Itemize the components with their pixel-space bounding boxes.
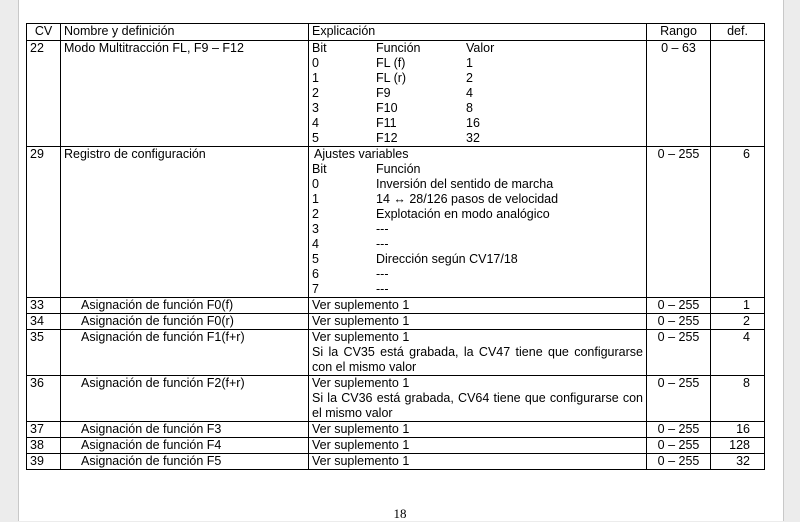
bit-function: F11 bbox=[376, 116, 397, 130]
cv-default: 1 bbox=[711, 298, 765, 314]
cv-number: 35 bbox=[27, 330, 61, 376]
cv-number: 22 bbox=[27, 41, 61, 147]
cv-range: 0 – 255 bbox=[647, 330, 711, 376]
cv-default: 32 bbox=[711, 454, 765, 470]
bit-number: 4 bbox=[312, 237, 319, 251]
cv-range: 0 – 255 bbox=[647, 376, 711, 422]
bit-list bbox=[312, 56, 643, 146]
cv-name: Asignación de función F1(f+r) bbox=[61, 330, 309, 376]
bit-number: 0 bbox=[312, 177, 319, 191]
cv-range: 0 – 255 bbox=[647, 298, 711, 314]
cv-range: 0 – 255 bbox=[647, 147, 711, 298]
cv-name: Asignación de función F3 bbox=[61, 422, 309, 438]
bit-row bbox=[312, 56, 643, 71]
bit-table bbox=[312, 41, 643, 56]
cv-name: Asignación de función F0(f) bbox=[61, 298, 309, 314]
cv-explanation bbox=[309, 422, 647, 438]
cv-default bbox=[711, 41, 765, 147]
bit-number: 7 bbox=[312, 282, 319, 296]
bit-function: Explotación en modo analógico bbox=[376, 207, 550, 221]
cv-explanation bbox=[309, 438, 647, 454]
bit-row bbox=[312, 177, 643, 192]
page-number: 18 bbox=[393, 506, 407, 521]
bit-header: Bit bbox=[312, 41, 327, 55]
bit-row bbox=[312, 101, 643, 116]
cv-name: Asignación de función F5 bbox=[61, 454, 309, 470]
cv-number: 29 bbox=[27, 147, 61, 298]
cv-explanation bbox=[309, 41, 647, 147]
explanation-note: Si la CV35 está grabada, la CV47 tiene que configurarse con el mismo valor bbox=[312, 345, 643, 374]
bit-number: 5 bbox=[312, 252, 319, 266]
cv-default: 4 bbox=[711, 330, 765, 376]
header-explanation: Explicación bbox=[309, 24, 647, 41]
cv-default: 128 bbox=[711, 438, 765, 454]
bit-number: 4 bbox=[312, 116, 319, 130]
header-cv: CV bbox=[27, 24, 61, 41]
explanation-text: Ver suplemento 1 bbox=[312, 314, 410, 328]
function-header: Función bbox=[376, 41, 421, 55]
cv-name: Asignación de función F4 bbox=[61, 438, 309, 454]
bit-function: --- bbox=[376, 267, 389, 281]
bit-function: Inversión del sentido de marcha bbox=[376, 177, 554, 191]
bit-number: 0 bbox=[312, 56, 319, 70]
settings-title: Ajustes variables bbox=[314, 147, 409, 161]
explanation-text: Ver suplemento 1 bbox=[312, 438, 410, 452]
bit-row bbox=[312, 282, 643, 297]
header-default: def. bbox=[711, 24, 765, 41]
table-row-cv37 bbox=[27, 422, 765, 438]
cv-explanation bbox=[309, 376, 647, 422]
cv-default: 6 bbox=[711, 147, 765, 298]
bit-number: 5 bbox=[312, 131, 319, 145]
explanation-text: Ver suplemento 1 bbox=[312, 298, 410, 312]
table-row-cv38 bbox=[27, 438, 765, 454]
cv-range: 0 – 255 bbox=[647, 438, 711, 454]
bit-number: 1 bbox=[312, 192, 319, 206]
bit-function: F10 bbox=[376, 101, 398, 115]
bit-function: --- bbox=[376, 237, 389, 251]
bit-row bbox=[312, 192, 643, 207]
cv-name: Asignación de función F2(f+r) bbox=[61, 376, 309, 422]
bit-function: Dirección según CV17/18 bbox=[376, 252, 518, 266]
bit-function: --- bbox=[376, 222, 389, 236]
table-row-cv36 bbox=[27, 376, 765, 422]
bit-row bbox=[312, 116, 643, 131]
table-row-cv34 bbox=[27, 314, 765, 330]
bit-number: 2 bbox=[312, 86, 319, 100]
bit-value: 1 bbox=[466, 56, 473, 70]
bit-number: 2 bbox=[312, 207, 319, 221]
bit-value: 8 bbox=[466, 101, 473, 115]
bit-value: 32 bbox=[466, 131, 480, 145]
bit-function: 14 ↔ 28/126 pasos de velocidad bbox=[376, 192, 559, 206]
cv-number: 39 bbox=[27, 454, 61, 470]
bit-value: 16 bbox=[466, 116, 480, 130]
bit-row bbox=[312, 267, 643, 282]
cv-number: 37 bbox=[27, 422, 61, 438]
bit-row bbox=[312, 222, 643, 237]
cv-range: 0 – 255 bbox=[647, 314, 711, 330]
cv-range: 0 – 255 bbox=[647, 454, 711, 470]
cv-explanation bbox=[309, 454, 647, 470]
bit-row bbox=[312, 131, 643, 146]
bit-row bbox=[312, 207, 643, 222]
bit-row bbox=[312, 86, 643, 101]
bit-function: F9 bbox=[376, 86, 391, 100]
cv-default: 16 bbox=[711, 422, 765, 438]
cv-name: Registro de configuración bbox=[61, 147, 309, 298]
cv-default: 2 bbox=[711, 314, 765, 330]
cv-explanation bbox=[309, 298, 647, 314]
explanation-note: Si la CV36 está grabada, CV64 tiene que configurarse con el mismo valor bbox=[312, 391, 643, 420]
bit-number: 3 bbox=[312, 101, 319, 115]
explanation-text: Ver suplemento 1 bbox=[312, 330, 410, 344]
table-row-cv29 bbox=[27, 147, 765, 298]
header-name: Nombre y definición bbox=[61, 24, 309, 41]
table-row-cv35 bbox=[27, 330, 765, 376]
function-header: Función bbox=[376, 162, 421, 176]
cv-number: 34 bbox=[27, 314, 61, 330]
cv-default: 8 bbox=[711, 376, 765, 422]
bit-function: F12 bbox=[376, 131, 398, 145]
explanation-text: Ver suplemento 1 bbox=[312, 376, 410, 390]
bit-number: 1 bbox=[312, 71, 319, 85]
bit-function: FL (f) bbox=[376, 56, 406, 70]
cv-number: 33 bbox=[27, 298, 61, 314]
bit-row bbox=[312, 237, 643, 252]
cv-explanation bbox=[309, 147, 647, 298]
bit-table bbox=[312, 162, 643, 177]
explanation-text: Ver suplemento 1 bbox=[312, 454, 410, 468]
cv-explanation bbox=[309, 314, 647, 330]
bit-number: 3 bbox=[312, 222, 319, 236]
cv-number: 36 bbox=[27, 376, 61, 422]
value-header: Valor bbox=[466, 41, 495, 55]
table-header-row bbox=[27, 24, 765, 41]
table-row-cv39 bbox=[27, 454, 765, 470]
bit-row bbox=[312, 252, 643, 267]
cv-number: 38 bbox=[27, 438, 61, 454]
explanation-text: Ver suplemento 1 bbox=[312, 422, 410, 436]
bit-row bbox=[312, 71, 643, 86]
cv-name: Asignación de función F0(r) bbox=[61, 314, 309, 330]
bit-function: --- bbox=[376, 282, 389, 296]
cv-range: 0 – 63 bbox=[647, 41, 711, 147]
bit-value: 2 bbox=[466, 71, 473, 85]
cv-table bbox=[26, 23, 765, 470]
bit-number: 6 bbox=[312, 267, 319, 281]
header-range: Rango bbox=[647, 24, 711, 41]
bit-function: FL (r) bbox=[376, 71, 407, 85]
cv-name: Modo Multitracción FL, F9 – F12 bbox=[61, 41, 309, 147]
table-row-cv22 bbox=[27, 41, 765, 147]
bit-value: 4 bbox=[466, 86, 473, 100]
cv-range: 0 – 255 bbox=[647, 422, 711, 438]
bit-header: Bit bbox=[312, 162, 327, 176]
bit-list bbox=[312, 177, 643, 297]
cv-explanation bbox=[309, 330, 647, 376]
table-row-cv33 bbox=[27, 298, 765, 314]
